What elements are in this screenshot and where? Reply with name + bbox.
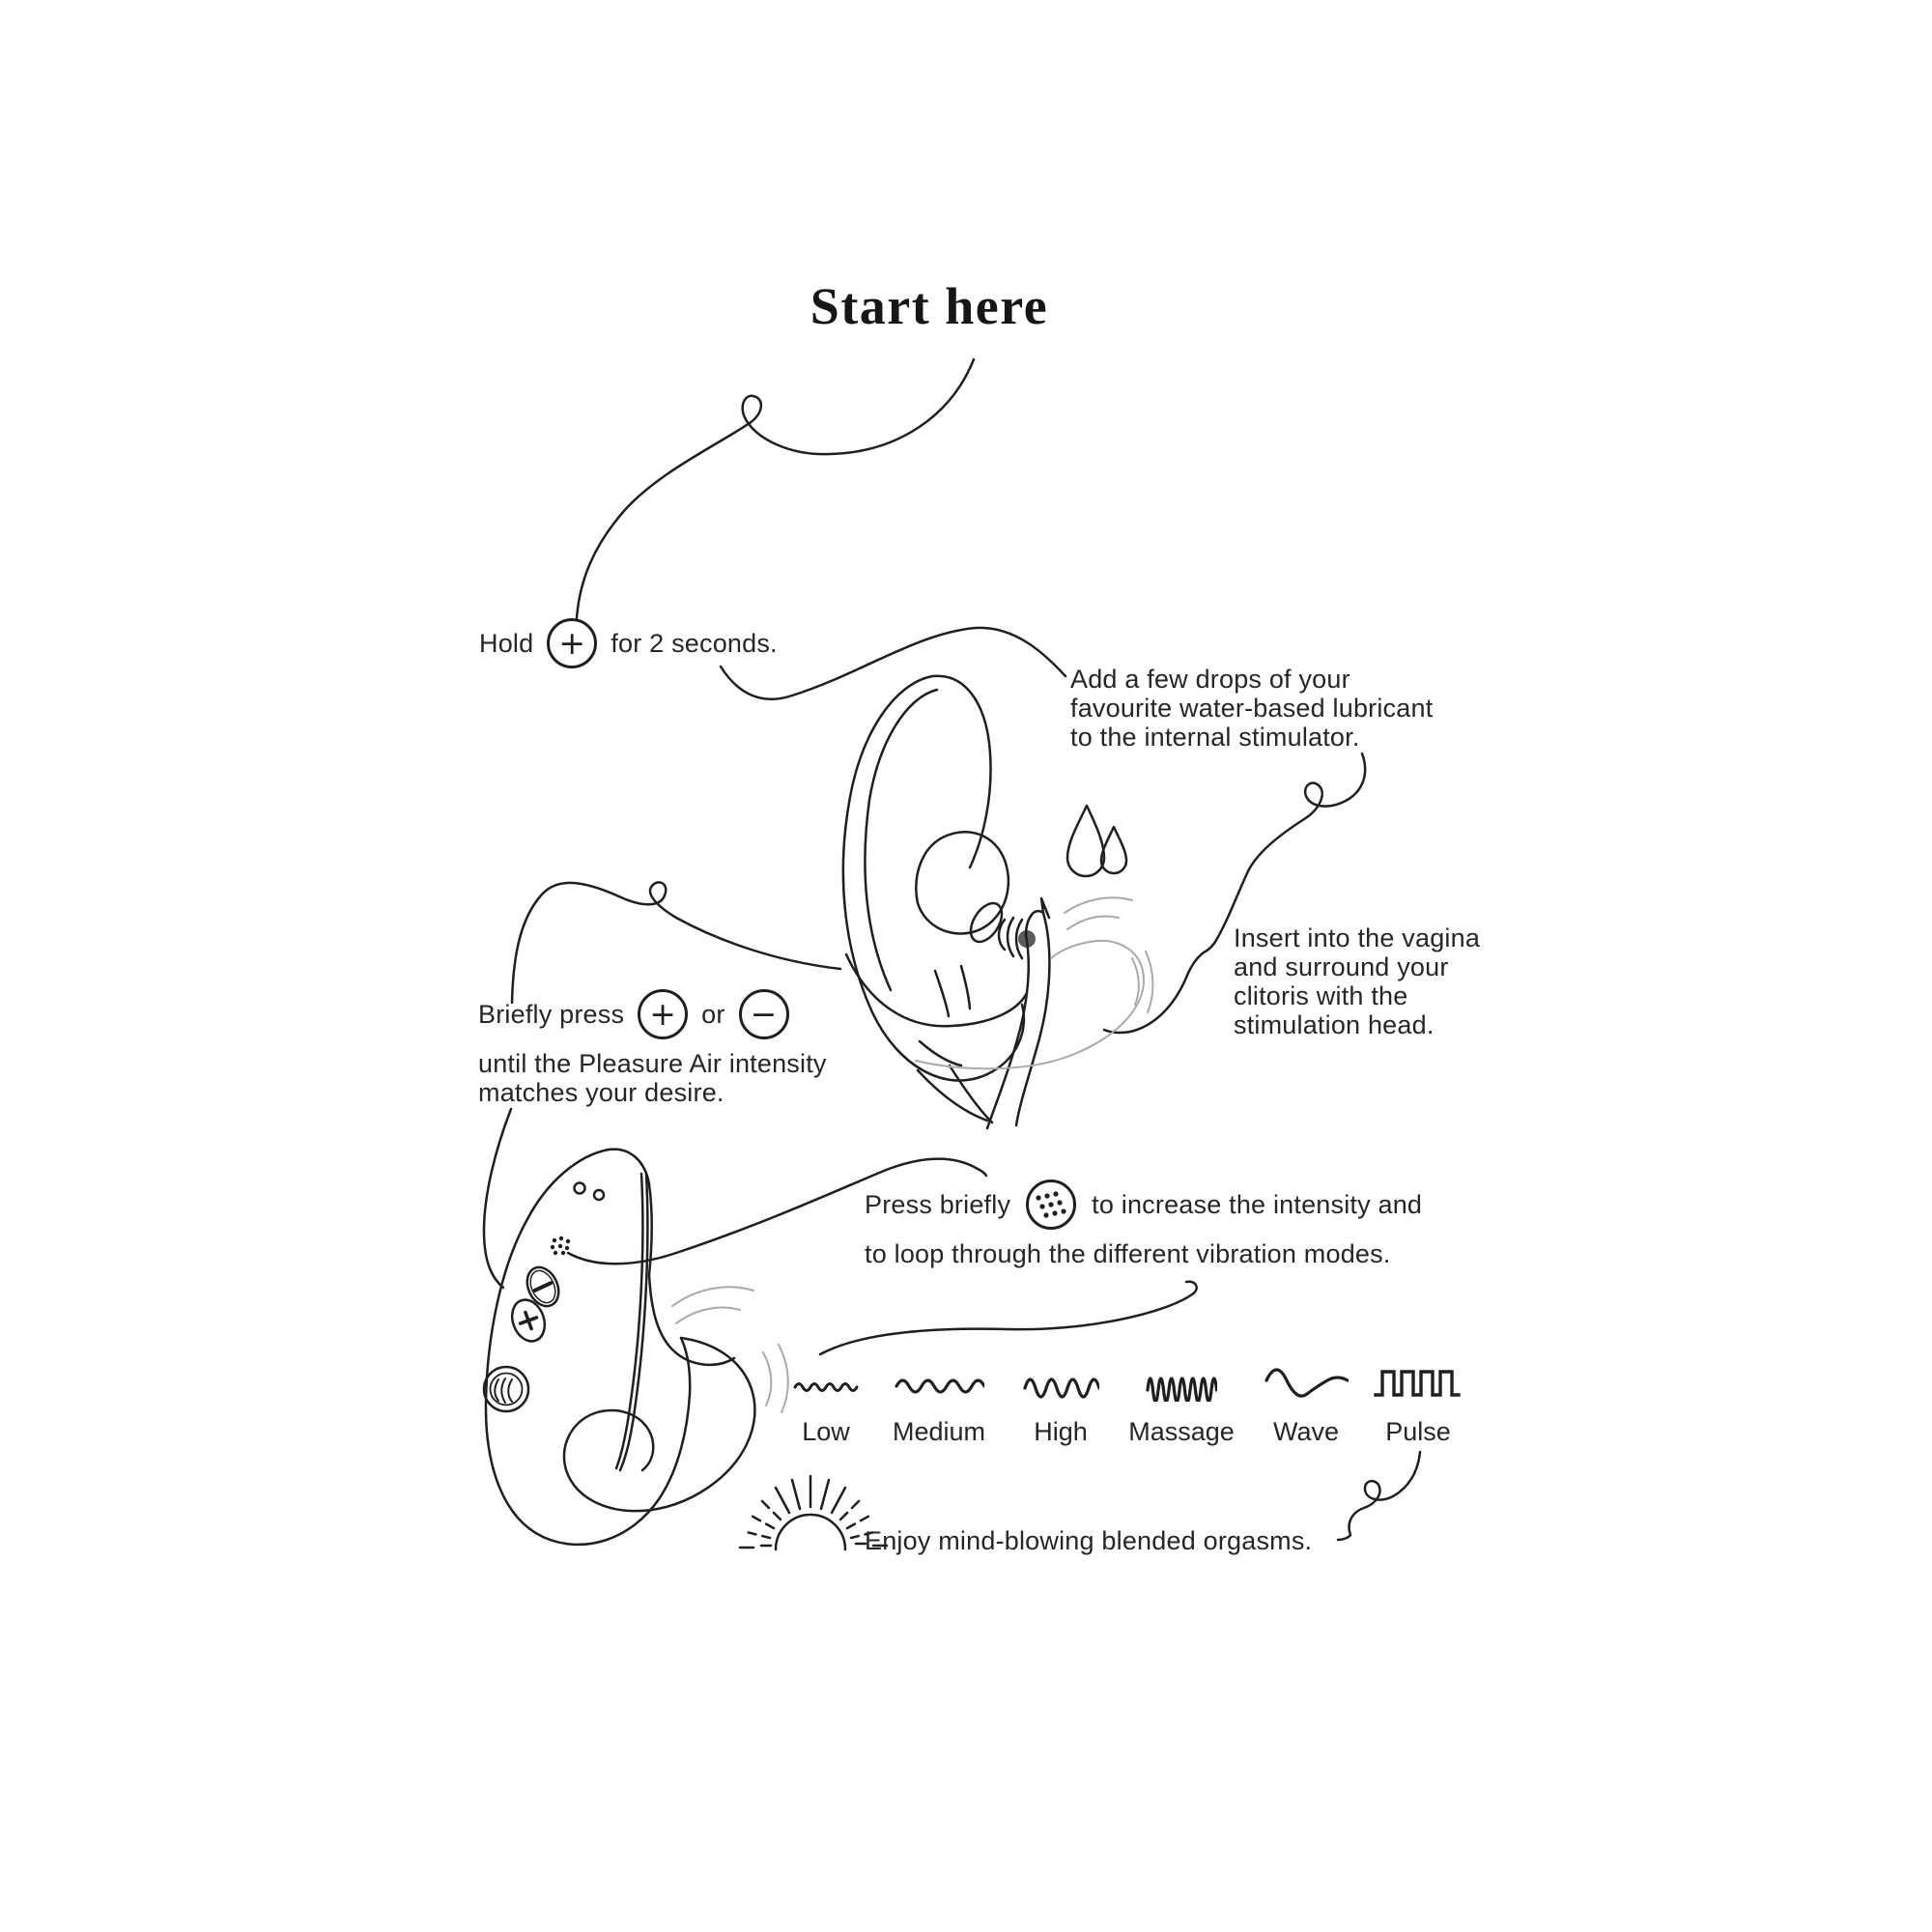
step-insert bbox=[1234, 923, 1480, 1039]
lubricant-line: Add a few drops of your bbox=[1070, 665, 1350, 694]
stimulation-head bbox=[916, 832, 1008, 933]
intensity-line: matches your desire. bbox=[478, 1078, 724, 1107]
motion-arc bbox=[1132, 958, 1139, 1005]
step-intensity bbox=[478, 989, 789, 1039]
device-mode-button bbox=[484, 1367, 528, 1411]
mode-label: Medium bbox=[892, 1417, 986, 1446]
insert-line: Insert into the vagina bbox=[1234, 923, 1481, 952]
device-buttons-illustration bbox=[484, 1150, 788, 1545]
vibration-prefix: Press briefly bbox=[865, 1190, 1011, 1219]
high-wave-icon bbox=[1003, 1355, 1119, 1402]
mode-label: Low bbox=[802, 1417, 850, 1446]
step-finish: Enjoy mind-blowing blended orgasms. bbox=[865, 1526, 1313, 1555]
insert-line: clitoris with the bbox=[1234, 981, 1408, 1010]
minus-symbol: − bbox=[750, 995, 778, 1033]
device-minus-button bbox=[522, 1263, 565, 1312]
intensity-prefix: Briefly press bbox=[478, 1000, 625, 1029]
vibration-suffix: to increase the intensity and bbox=[1092, 1190, 1423, 1219]
power-on-prefix: Hold bbox=[479, 629, 534, 658]
plus-symbol: + bbox=[649, 995, 677, 1033]
mode-label: Wave bbox=[1272, 1417, 1339, 1446]
mode-low bbox=[768, 1355, 884, 1447]
motion-arc bbox=[672, 1287, 753, 1306]
mode-label: Pulse bbox=[1385, 1417, 1451, 1446]
massage-wave-icon bbox=[1123, 1355, 1239, 1402]
plus-circle-icon bbox=[638, 989, 688, 1039]
plus-symbol: + bbox=[558, 624, 586, 662]
connector-pulse-to-enjoy bbox=[1338, 1452, 1420, 1540]
mode-pulse bbox=[1360, 1355, 1476, 1447]
step-power-on bbox=[479, 618, 778, 668]
mode-medium bbox=[881, 1355, 997, 1447]
pulse-wave-icon bbox=[1360, 1355, 1476, 1402]
motion-arc bbox=[1067, 917, 1119, 930]
page-title: Start here bbox=[810, 277, 1049, 335]
mode-label: High bbox=[1034, 1417, 1088, 1446]
power-on-suffix: for 2 seconds. bbox=[611, 629, 778, 658]
step-vibration bbox=[865, 1179, 1422, 1230]
insert-line: and surround your bbox=[1234, 952, 1449, 981]
mode-label: Massage bbox=[1128, 1417, 1235, 1446]
mode-wave bbox=[1248, 1355, 1364, 1447]
motion-arc bbox=[1065, 897, 1132, 913]
medium-wave-icon bbox=[881, 1355, 997, 1402]
vibration-line2: to loop through the different vibration modes. bbox=[865, 1239, 1391, 1268]
motion-arc bbox=[676, 1308, 740, 1323]
step-lubricant bbox=[1070, 665, 1433, 752]
insert-line: stimulation head. bbox=[1234, 1010, 1435, 1039]
water-drops-icon bbox=[1067, 806, 1126, 876]
minus-circle-icon bbox=[739, 989, 789, 1039]
low-wave-icon bbox=[768, 1355, 884, 1402]
intensity-line: until the Pleasure Air intensity bbox=[478, 1049, 827, 1078]
plus-circle-icon bbox=[547, 618, 597, 668]
dotted-circle-icon bbox=[1026, 1179, 1076, 1230]
motion-arc bbox=[1146, 952, 1152, 1012]
connector-title-to-hold bbox=[577, 359, 974, 618]
lubricant-line: favourite water-based lubricant bbox=[1070, 694, 1434, 723]
mode-massage bbox=[1123, 1355, 1239, 1447]
step-intensity-lines bbox=[478, 1049, 827, 1107]
mode-high bbox=[1003, 1355, 1119, 1447]
intensity-or: or bbox=[701, 1000, 725, 1029]
connector-intensity-to-device bbox=[484, 1109, 511, 1288]
connector-loop-to-intensity bbox=[512, 882, 840, 1003]
wave-wave-icon bbox=[1248, 1355, 1364, 1402]
lubricant-line: to the internal stimulator. bbox=[1070, 723, 1360, 752]
connector-vibration-to-modes bbox=[820, 1282, 1197, 1354]
